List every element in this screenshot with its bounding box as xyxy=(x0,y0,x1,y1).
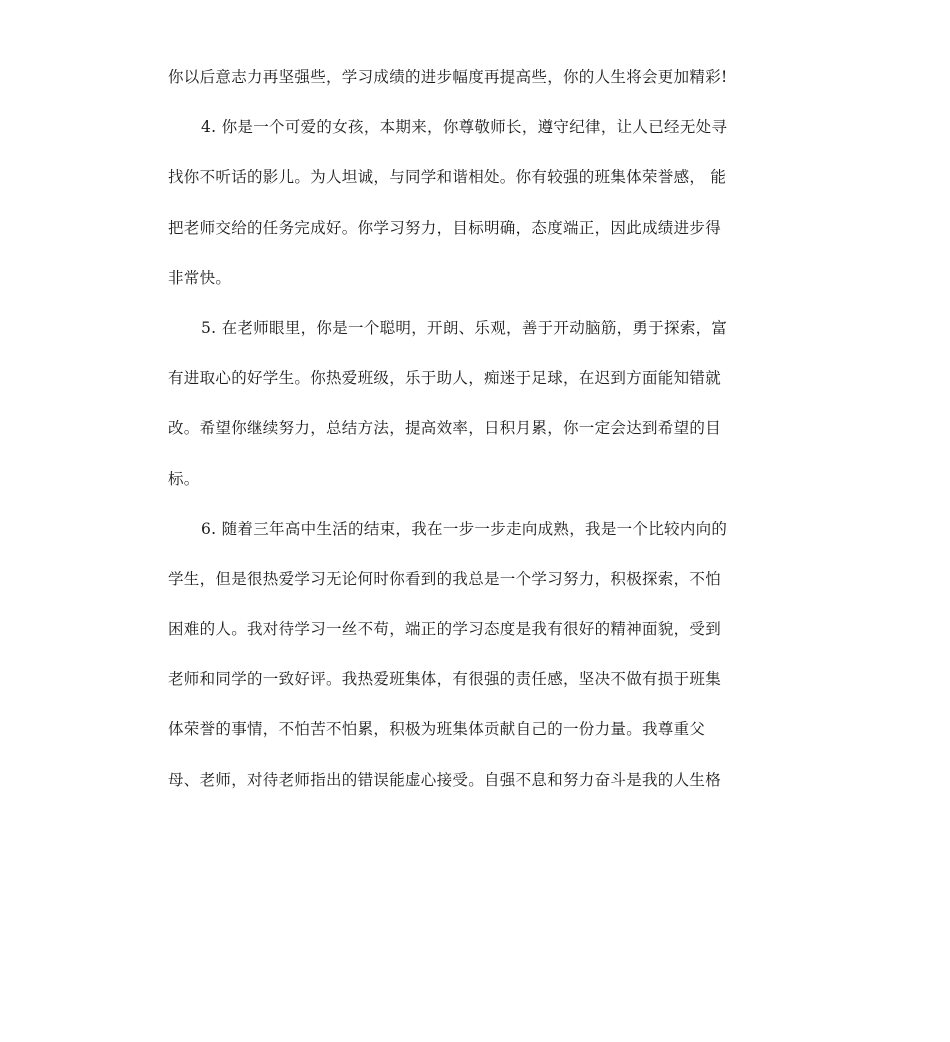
text-line: 把老师交给的任务完成好。你学习努力，目标明确，态度端正，因此成绩进步得 xyxy=(168,218,722,237)
text-line: 体荣誉的事情，不怕苦不怕累，积极为班集体贡献自己的一份力量。我尊重父 xyxy=(168,720,706,739)
text-line: 老师和同学的一致好评。我热爱班集体，有很强的责任感，坚决不做有损于班集 xyxy=(168,670,722,689)
paragraph-6-start: 6. 随着三年高中生活的结束，我在一步一步走向成熟，我是一个比较内向的 xyxy=(201,519,728,538)
text-line: 有进取心的好学生。你热爱班级，乐于助人，痴迷于足球，在迟到方面能知错就 xyxy=(168,369,722,388)
text-line: 困难的人。我对待学习一丝不苟，端正的学习态度是我有很好的精神面貌，受到 xyxy=(168,620,722,639)
paragraph-4-start: 4. 你是一个可爱的女孩，本期来，你尊敬师长，遵守纪律，让人已经无处寻 xyxy=(201,118,728,137)
text-line: 改。希望你继续努力，总结方法，提高效率，日积月累，你一定会达到希望的目 xyxy=(168,419,722,438)
text-line: 非常快。 xyxy=(168,268,232,287)
text-line: 学生，但是很热爱学习无论何时你看到的我总是一个学习努力，积极探索，不怕 xyxy=(168,569,722,588)
text-line: 你以后意志力再坚强些，学习成绩的进步幅度再提高些，你的人生将会更加精彩! xyxy=(168,68,728,86)
text-line: 标。 xyxy=(168,469,200,488)
paragraph-5-start: 5. 在老师眼里，你是一个聪明，开朗、乐观，善于开动脑筋，勇于探索，富 xyxy=(201,318,728,337)
document-body xyxy=(168,60,784,813)
text-line: 母、老师，对待老师指出的错误能虚心接受。自强不息和努力奋斗是我的人生格 xyxy=(168,770,722,789)
text-line: 找你不听话的影儿。为人坦诚，与同学和谐相处。你有较强的班集体荣誉感， 能 xyxy=(168,168,727,187)
